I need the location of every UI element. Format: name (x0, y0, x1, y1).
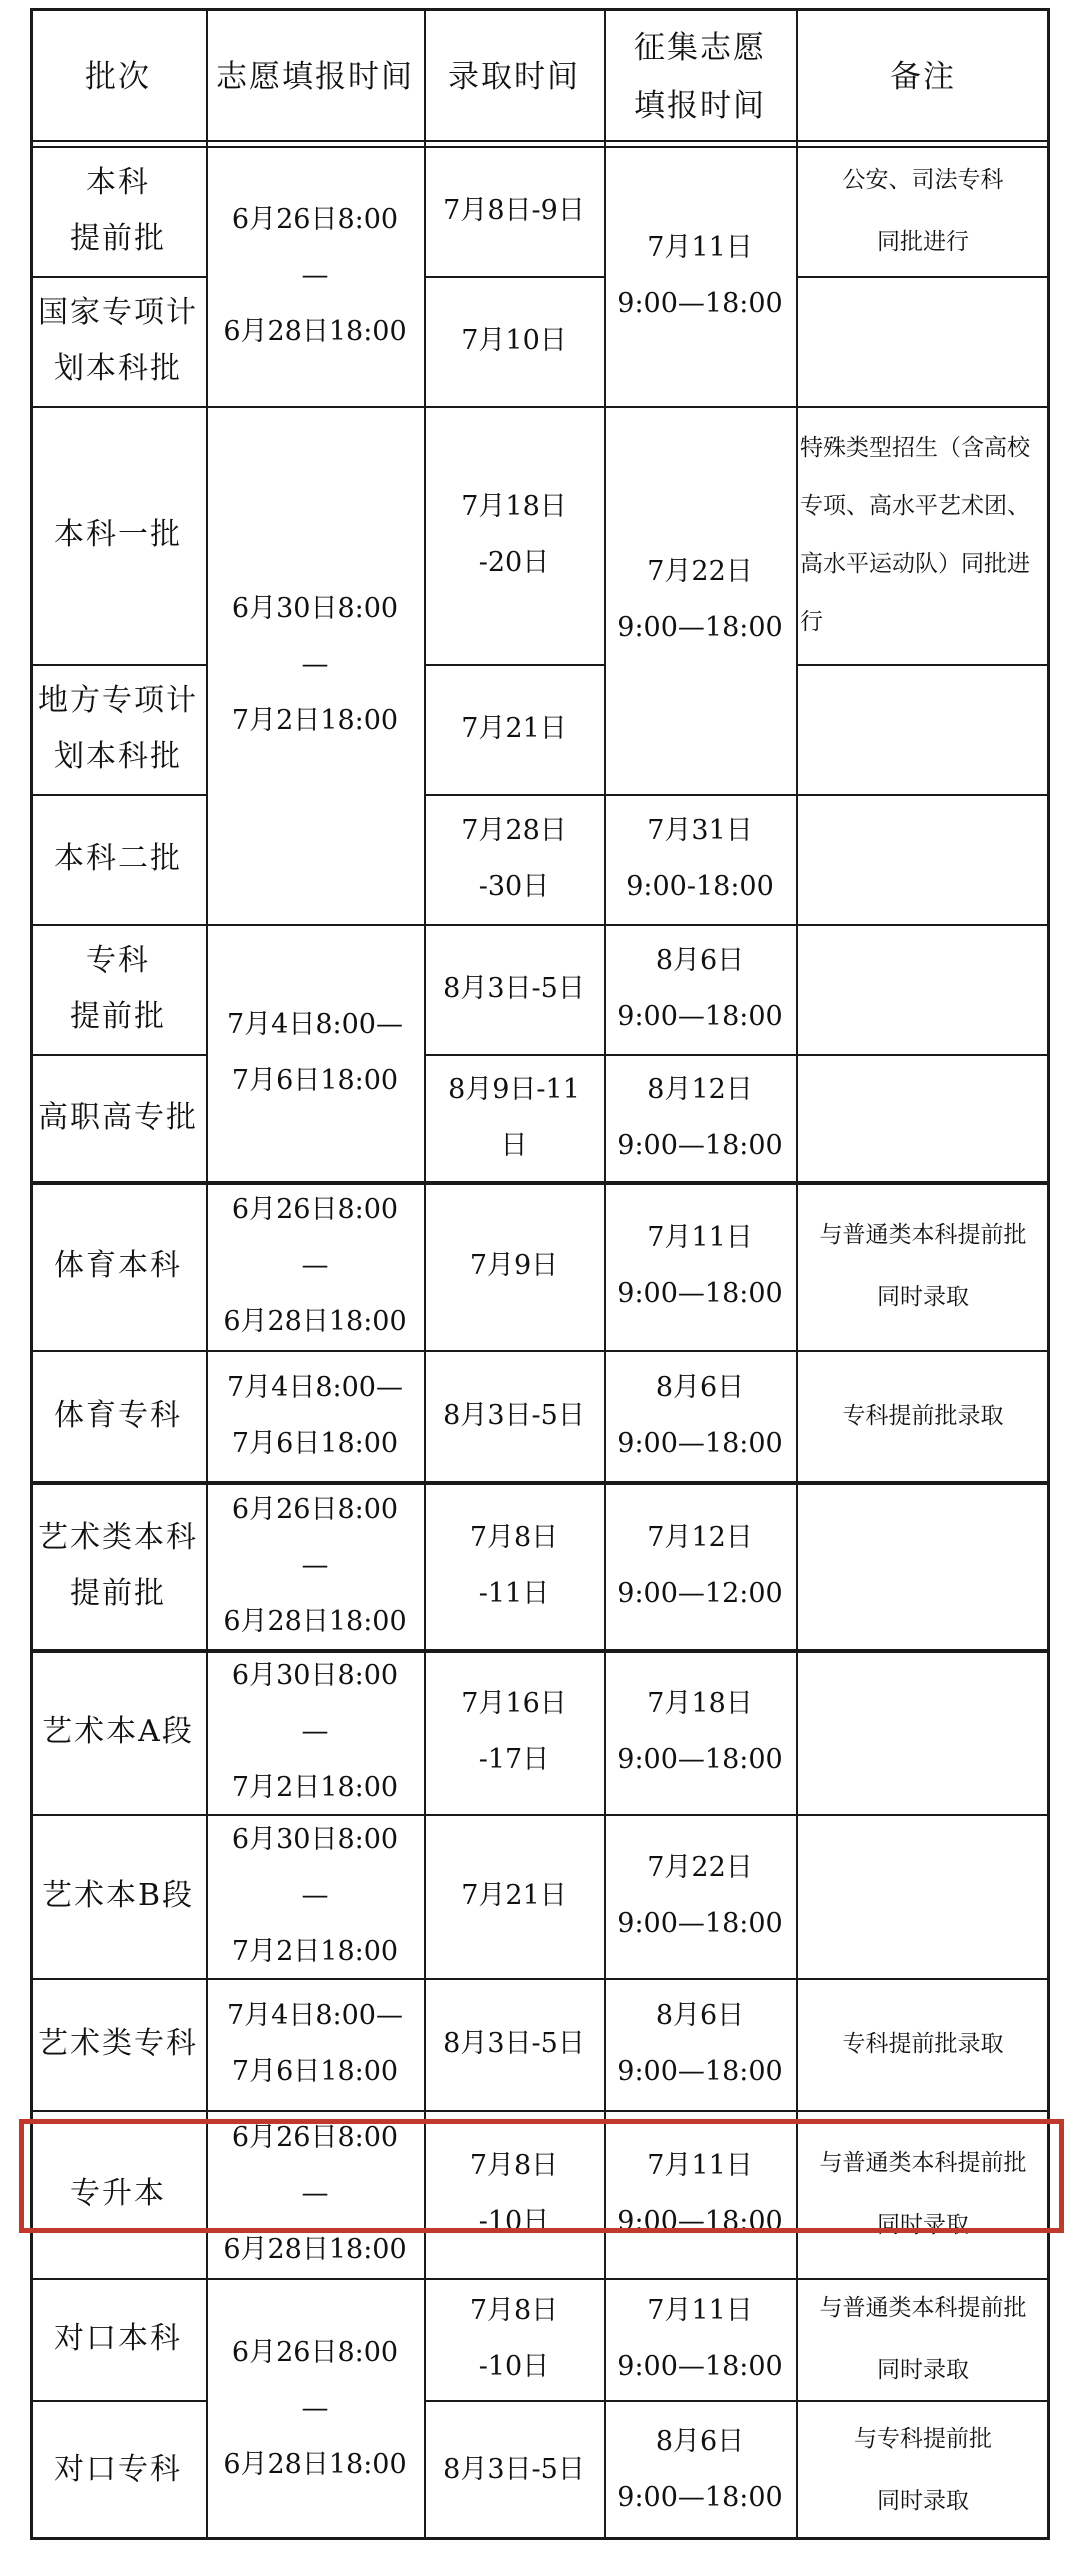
fill-time-cell: 6月26日8:00 — 6月28日18:00 (223, 204, 407, 347)
row-divider (30, 406, 206, 408)
row-divider (206, 1650, 424, 1652)
row-divider (604, 1350, 796, 1352)
collect-time-cell: 7月11日 9:00—18:00 (617, 2150, 783, 2237)
row-divider (206, 1814, 424, 1816)
admit-time-cell: 8月3日-5日 (443, 2028, 585, 2059)
row-divider (30, 1814, 206, 1816)
batch-cell: 高职高专批 (38, 1100, 198, 1135)
row-divider (424, 276, 604, 278)
admit-time-cell: 8月3日-5日 (443, 973, 585, 1004)
header-divider (30, 140, 1050, 142)
batch-cell: 艺术类专科 (38, 2026, 198, 2061)
row-divider (796, 1650, 1050, 1652)
column-divider (604, 8, 606, 2540)
header-admit-time: 录取时间 (448, 59, 580, 95)
note-cell: 与普通类本科提前批 同时录取 (819, 2150, 1027, 2238)
batch-cell: 艺术本A段 (42, 1714, 194, 1749)
row-divider (424, 2400, 604, 2402)
row-divider (206, 1350, 424, 1352)
fill-time-cell: 6月26日8:00 — 6月28日18:00 (223, 2337, 407, 2480)
header-divider (30, 146, 1050, 148)
row-divider (206, 924, 424, 926)
batch-cell: 对口本科 (54, 2321, 182, 2356)
admit-time-cell: 7月21日 (461, 713, 567, 744)
collect-time-cell: 7月31日 9:00-18:00 (626, 815, 774, 902)
batch-cell: 艺术本B段 (41, 1878, 195, 1913)
row-divider (30, 2400, 206, 2402)
row-divider (604, 1482, 796, 1484)
row-divider (424, 1350, 604, 1352)
batch-cell: 专升本 (70, 2176, 166, 2211)
row-divider (30, 1650, 206, 1652)
header-batch: 批次 (85, 59, 151, 95)
batch-cell: 地方专项计 划本科批 (38, 683, 198, 774)
row-divider (604, 1182, 796, 1184)
row-divider (424, 1054, 604, 1056)
row-divider (206, 2278, 424, 2280)
row-divider (796, 276, 1050, 278)
row-divider (424, 406, 604, 408)
collect-time-cell: 7月22日 9:00—18:00 (617, 556, 783, 643)
admit-time-cell: 7月8日 -11日 (469, 1522, 559, 1609)
note-cell: 专科提前批录取 (842, 1403, 1004, 1429)
admit-time-cell: 7月10日 (461, 325, 567, 356)
row-divider (604, 1054, 796, 1056)
row-divider (796, 2110, 1050, 2112)
batch-cell: 体育本科 (54, 1248, 182, 1283)
row-divider (30, 1182, 206, 1184)
collect-time-cell: 7月11日 9:00—18:00 (617, 2295, 783, 2382)
admit-time-cell: 8月3日-5日 (443, 2454, 585, 2485)
row-divider (424, 924, 604, 926)
row-divider (604, 2278, 796, 2280)
row-divider (796, 1978, 1050, 1980)
header-collect-time: 征集志愿 填报时间 (634, 30, 766, 124)
collect-time-cell: 7月18日 9:00—18:00 (617, 1688, 783, 1775)
batch-cell: 本科 提前批 (70, 165, 166, 256)
row-divider (796, 1482, 1050, 1484)
row-divider (796, 2278, 1050, 2280)
row-divider (30, 1350, 206, 1352)
note-cell: 专科提前批录取 (842, 2031, 1004, 2057)
batch-cell: 本科一批 (54, 517, 182, 552)
admit-time-cell: 7月8日 -10日 (469, 2150, 559, 2237)
fill-time-cell: 6月30日8:00 — 7月2日18:00 (231, 1660, 399, 1803)
admit-time-cell: 8月3日-5日 (443, 1400, 585, 1431)
collect-time-cell: 8月6日 9:00—18:00 (617, 2426, 783, 2513)
row-divider (424, 1182, 604, 1184)
admit-time-cell: 7月9日 (469, 1250, 559, 1281)
fill-time-cell: 6月30日8:00 — 7月2日18:00 (231, 1824, 399, 1967)
row-divider (30, 2110, 206, 2112)
column-divider (796, 8, 798, 2540)
row-divider (30, 1482, 206, 1484)
batch-cell: 本科二批 (54, 841, 182, 876)
admit-time-cell: 7月16日 -17日 (461, 1688, 567, 1775)
admit-time-cell: 7月28日 -30日 (461, 815, 567, 902)
table-border-left (30, 8, 33, 2540)
row-divider (424, 1814, 604, 1816)
collect-time-cell: 7月11日 9:00—18:00 (617, 1222, 783, 1309)
row-divider (30, 924, 206, 926)
row-divider (604, 2400, 796, 2402)
note-cell: 特殊类型招生（含高校专项、高水平艺术团、高水平运动队）同批进行 (800, 435, 1030, 635)
admit-time-cell: 7月8日 -10日 (469, 2295, 559, 2382)
row-divider (796, 1054, 1050, 1056)
row-divider (206, 1182, 424, 1184)
batch-cell: 专科 提前批 (70, 943, 166, 1034)
fill-time-cell: 6月30日8:00 — 7月2日18:00 (231, 593, 399, 736)
row-divider (604, 1814, 796, 1816)
row-divider (796, 2400, 1050, 2402)
row-divider (206, 2110, 424, 2112)
header-fill-time: 志愿填报时间 (216, 59, 414, 95)
row-divider (424, 2278, 604, 2280)
row-divider (206, 406, 424, 408)
row-divider (424, 2110, 604, 2112)
collect-time-cell: 8月6日 9:00—18:00 (617, 1372, 783, 1459)
fill-time-cell: 6月26日8:00 — 6月28日18:00 (223, 2122, 407, 2265)
fill-time-cell: 6月26日8:00 — 6月28日18:00 (223, 1494, 407, 1637)
fill-time-cell: 6月26日8:00 — 6月28日18:00 (223, 1194, 407, 1337)
collect-time-cell: 7月12日 9:00—12:00 (617, 1522, 783, 1609)
row-divider (424, 794, 604, 796)
row-divider (30, 1054, 206, 1056)
admit-time-cell: 7月18日 -20日 (461, 491, 567, 578)
collect-time-cell: 8月6日 9:00—18:00 (617, 945, 783, 1032)
row-divider (796, 664, 1050, 666)
row-divider (796, 924, 1050, 926)
row-divider (424, 1650, 604, 1652)
admit-time-cell: 7月21日 (461, 1880, 567, 1911)
column-divider (424, 8, 426, 2540)
collect-time-cell: 7月11日 9:00—18:00 (617, 232, 783, 319)
note-cell: 与专科提前批 同时录取 (854, 2426, 992, 2514)
row-divider (604, 2110, 796, 2112)
row-divider (796, 1350, 1050, 1352)
row-divider (424, 664, 604, 666)
batch-cell: 体育专科 (54, 1398, 182, 1433)
collect-time-cell: 7月22日 9:00—18:00 (617, 1852, 783, 1939)
row-divider (796, 406, 1050, 408)
table-border-right (1047, 8, 1050, 2540)
column-divider (206, 8, 208, 2540)
row-divider (206, 1978, 424, 1980)
row-divider (604, 794, 796, 796)
note-cell: 与普通类本科提前批 同时录取 (819, 1222, 1027, 1310)
admit-time-cell: 7月8日-9日 (443, 195, 585, 226)
table-border-bottom (30, 2537, 1050, 2540)
row-divider (604, 924, 796, 926)
row-divider (30, 276, 206, 278)
row-divider (30, 2278, 206, 2280)
row-divider (604, 1650, 796, 1652)
row-divider (30, 664, 206, 666)
row-divider (604, 1978, 796, 1980)
row-divider (424, 1978, 604, 1980)
row-divider (796, 794, 1050, 796)
row-divider (796, 1814, 1050, 1816)
row-divider (424, 1482, 604, 1484)
row-divider (604, 406, 796, 408)
table-border-top (30, 8, 1050, 11)
batch-cell: 对口专科 (54, 2452, 182, 2487)
batch-cell: 国家专项计 划本科批 (38, 295, 198, 386)
note-cell: 公安、司法专科 同批进行 (842, 167, 1004, 255)
fill-time-cell: 7月4日8:00— 7月6日18:00 (227, 1009, 403, 1096)
note-cell: 与普通类本科提前批 同时录取 (819, 2295, 1027, 2383)
row-divider (796, 1182, 1050, 1184)
collect-time-cell: 8月12日 9:00—18:00 (617, 1074, 783, 1161)
row-divider (30, 1978, 206, 1980)
collect-time-cell: 8月6日 9:00—18:00 (617, 2000, 783, 2087)
row-divider (206, 1482, 424, 1484)
header-note: 备注 (890, 59, 956, 95)
fill-time-cell: 7月4日8:00— 7月6日18:00 (227, 2000, 403, 2087)
row-divider (30, 794, 206, 796)
fill-time-cell: 7月4日8:00— 7月6日18:00 (227, 1372, 403, 1459)
batch-cell: 艺术类本科 提前批 (38, 1520, 198, 1611)
admit-time-cell: 8月9日-11 日 (448, 1074, 580, 1161)
